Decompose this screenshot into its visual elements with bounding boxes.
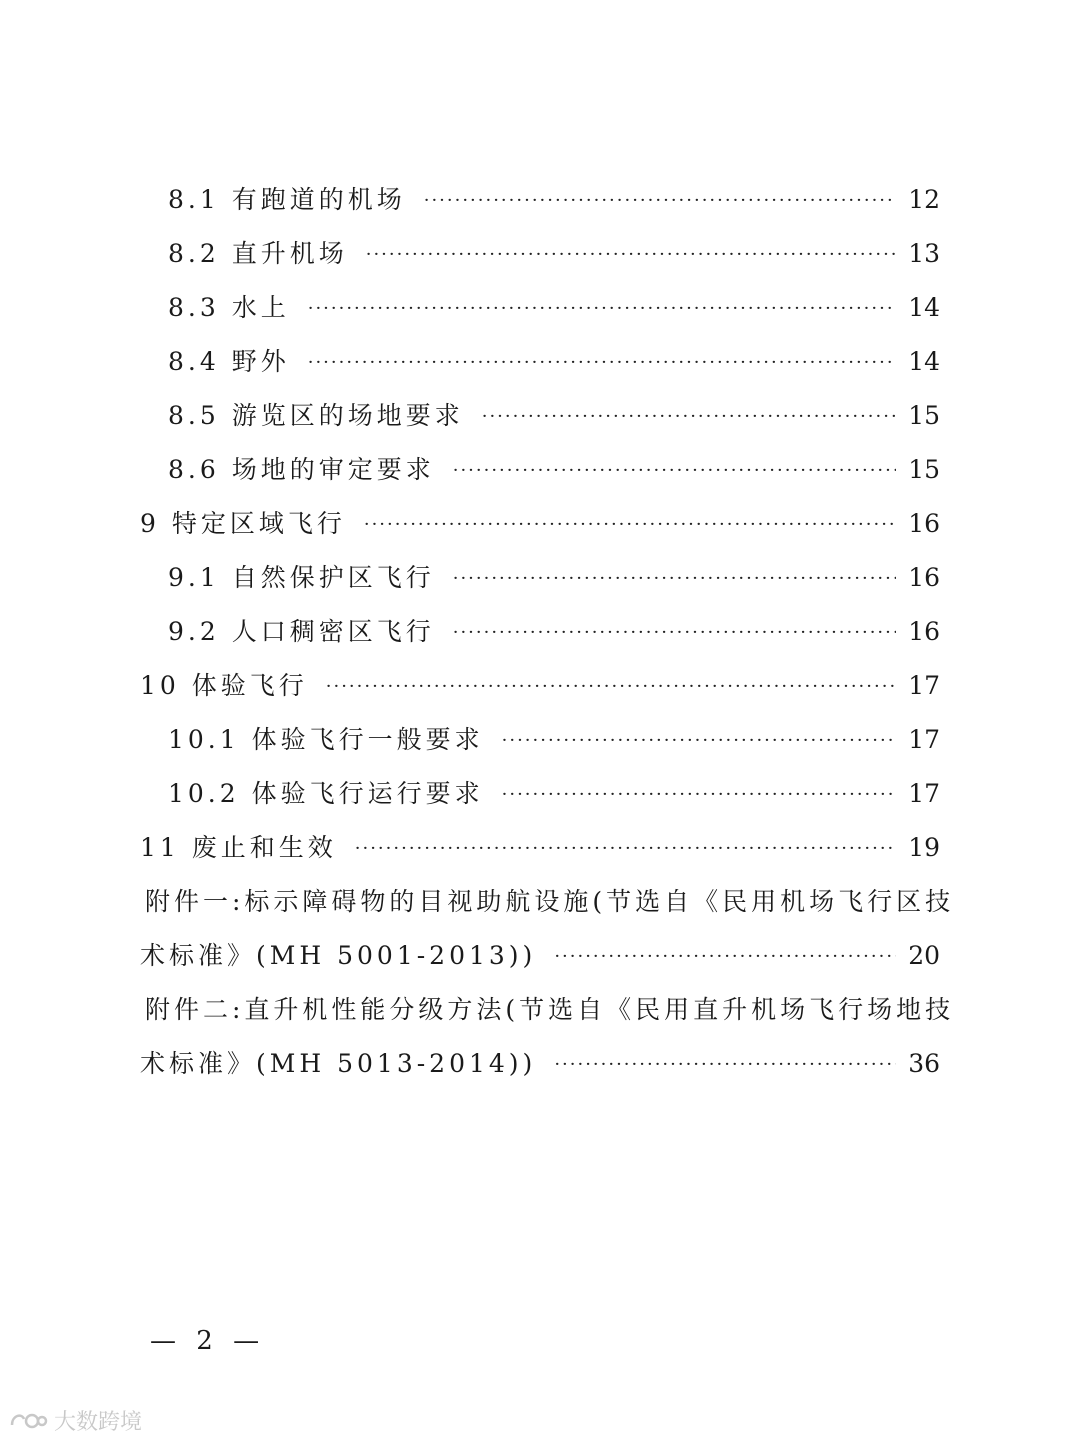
toc-page-number: 15	[908, 455, 940, 484]
toc-entry-appendix-1	[140, 936, 940, 976]
toc-leader-dots	[502, 727, 897, 755]
toc-page-number: 16	[908, 509, 940, 538]
toc-page-number: 36	[908, 1049, 940, 1078]
watermark-text: 大数跨境	[54, 1410, 143, 1435]
toc-label: 10 体验飞行	[140, 671, 308, 700]
toc-leader-dots	[308, 295, 896, 323]
toc-page-number: 13	[908, 239, 940, 268]
toc-label: 8.1 有跑道的机场	[168, 185, 406, 214]
toc-page-number: 14	[908, 293, 940, 322]
toc-leader-dots	[366, 241, 896, 269]
toc-page-number: 14	[908, 347, 940, 376]
watermark-logo-icon	[8, 1409, 48, 1433]
page-number: — 2 —	[150, 1326, 266, 1356]
toc-label: 9 特定区域飞行	[140, 509, 346, 538]
toc-leader-dots	[482, 403, 896, 431]
toc-label: 8.5 游览区的场地要求	[168, 401, 464, 430]
toc-page-number: 19	[908, 833, 940, 862]
toc-entry-8-2	[168, 234, 940, 274]
toc-label: 10.2 体验飞行运行要求	[168, 779, 484, 808]
toc-label: 8.6 场地的审定要求	[168, 455, 435, 484]
toc-label: 8.3 水上	[168, 293, 290, 322]
toc-page-number: 17	[908, 725, 940, 754]
toc-leader-dots	[554, 943, 896, 971]
toc-label: 9.2 人口稠密区飞行	[168, 617, 435, 646]
toc-entry-8-3	[168, 288, 940, 328]
toc-entry-8-4	[168, 342, 940, 382]
toc-page-number: 15	[908, 401, 940, 430]
toc-leader-dots	[326, 673, 896, 701]
toc-label: 11 废止和生效	[140, 833, 337, 862]
toc-page-number: 12	[908, 185, 940, 214]
toc-page-number: 17	[908, 671, 940, 700]
toc-page-number: 16	[908, 563, 940, 592]
toc-entry-appendix-2	[140, 1044, 940, 1084]
toc-entry-9-1	[168, 558, 940, 598]
appendix-2-line-1: 附件二:直升机性能分级方法(节选自《民用直升机场飞行场地技	[145, 995, 955, 1024]
toc-label: 8.2 直升机场	[168, 239, 348, 268]
toc-leader-dots	[554, 1051, 896, 1079]
toc-label: 10.1 体验飞行一般要求	[168, 725, 484, 754]
toc-label: 8.4 野外	[168, 347, 290, 376]
toc-label: 术标准》(MH 5001-2013))	[140, 941, 537, 970]
toc-label: 9.1 自然保护区飞行	[168, 563, 435, 592]
toc-leader-dots	[355, 835, 896, 863]
toc-label: 术标准》(MH 5013-2014))	[140, 1049, 537, 1078]
toc-leader-dots	[453, 619, 896, 647]
toc-entry-8-6	[168, 450, 940, 490]
toc-leader-dots	[453, 457, 896, 485]
toc-leader-dots	[364, 511, 896, 539]
toc-entry-10-1	[168, 720, 940, 760]
toc-leader-dots	[453, 565, 896, 593]
toc-page-number: 16	[908, 617, 940, 646]
toc-entry-9	[140, 504, 940, 544]
watermark	[8, 1405, 142, 1436]
toc-entry-8-5	[168, 396, 940, 436]
toc-page-number: 17	[908, 779, 940, 808]
appendix-1-line-1: 附件一:标示障碍物的目视助航设施(节选自《民用机场飞行区技	[145, 887, 955, 916]
toc-entry-8-1	[168, 180, 940, 220]
toc-page-number: 20	[908, 941, 940, 970]
toc-leader-dots	[308, 349, 896, 377]
toc-entry-10-2	[168, 774, 940, 814]
toc-entry-10	[140, 666, 940, 706]
toc-entry-9-2	[168, 612, 940, 652]
toc-entry-11	[140, 828, 940, 868]
toc-leader-dots	[502, 781, 897, 809]
toc-leader-dots	[424, 187, 896, 215]
